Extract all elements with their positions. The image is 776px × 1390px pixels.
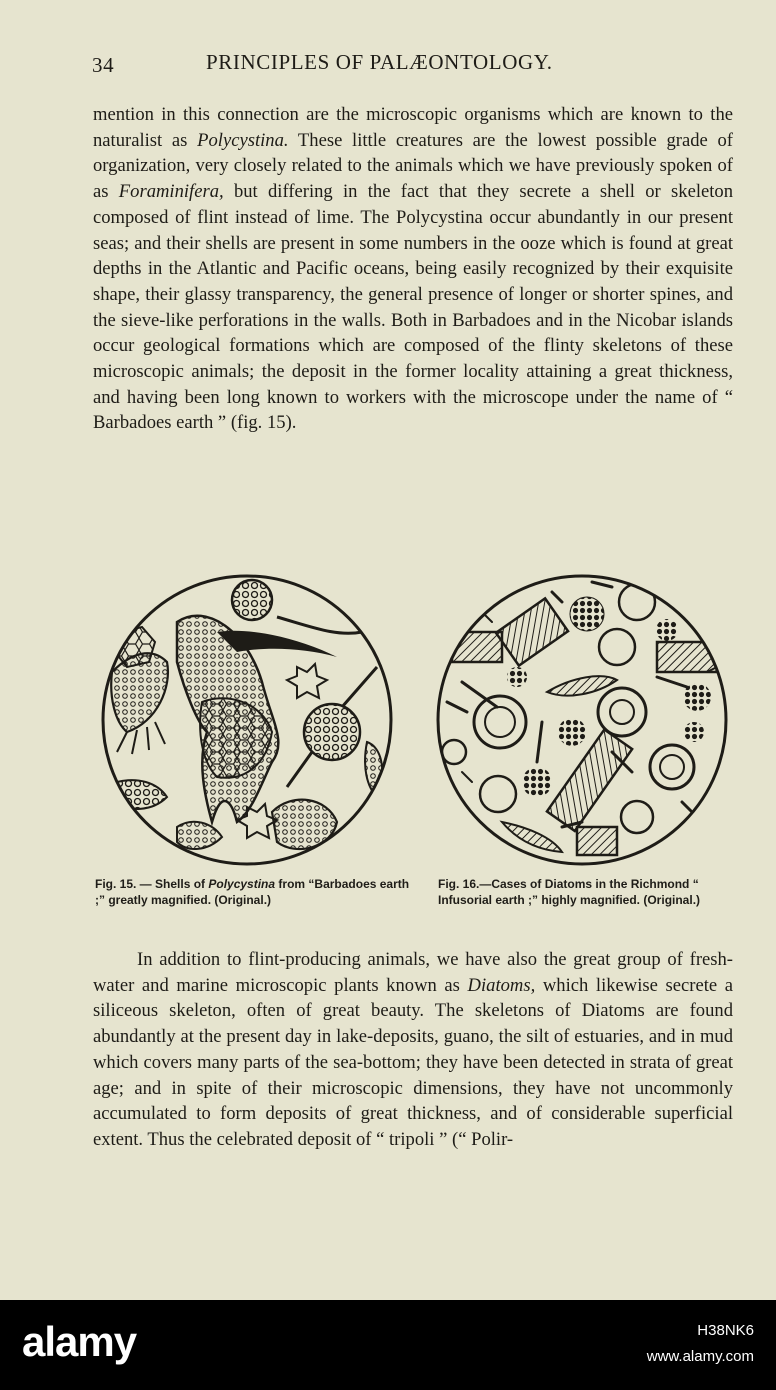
para2-text-2: which likewise secrete a siliceous skeleton, often of great beauty. The skeletons of Diatoms are found abundantly at the present day in lake-deposits, guano, the silt of estuaries, and in mud which covers many parts of the sea-bottom; they have been detected in strata of great age; and in spite of their microscopic dimensions, they have not uncommonly accumulated to form deposits of great thickness, and of considerable superficial extent. Thus the celebrated deposit of “ tripoli ” (“ Polir- (93, 974, 733, 1150)
para1-text-3: but differing in the fact that they secrete a shell or skeleton composed of flint instead of lime. The Polycystina occur abundantly in our present seas; and their shells are present in some numbers in the ooze which is found at great depths in the Atlantic and Pacific oceans, being easily recognized by their exquisite shape, their glassy transparency, the general presence of longer or shorter spines, and the sieve-like perforations in the walls. Both in Barbadoes and in the Nicobar islands occur geological formations which are composed of the flinty skeletons of these microscopic animals; the deposit in the former locality attaining a great thickness, and having been long known to workers with the microscope under the name of “ Barbadoes earth ” (fig. 15). (93, 181, 734, 434)
fig15-caption-lead: Fig. 15. — Shells of (95, 877, 209, 891)
running-title: PRINCIPLES OF PALÆONTOLOGY. (206, 50, 553, 74)
para1-text-2: These little creatures are the lowest possible grade of organization, very closely related to the animals which we have previously spoken of as (93, 129, 733, 203)
paragraph-diatoms (93, 947, 733, 1153)
para1-italic-polycystina: Polycystina. (197, 129, 289, 151)
para2-text-1: In addition to flint-producing animals, we have also the great group of fresh-water and marine microscopic plants known as (93, 949, 733, 996)
stock-watermark-banner (0, 1300, 776, 1390)
page-number: 34 (92, 53, 115, 77)
para2-italic-diatoms: Diatoms, (467, 974, 536, 996)
running-header (92, 50, 732, 80)
fig15-caption-taxon: Polycystina (208, 877, 276, 891)
figure-15-caption (95, 876, 417, 908)
site-url: www.alamy.com (646, 1348, 754, 1365)
para1-text-1: mention in this connection are the microscopic organisms which are known to the naturalist as (93, 104, 733, 151)
para1-italic-foraminifera: Foraminifera, (118, 181, 224, 203)
image-id: H38NK6 (697, 1322, 754, 1339)
figure-15-polycystina-illustration (97, 572, 397, 868)
figure-16-diatoms-illustration (432, 572, 732, 868)
alamy-logo: alamy (22, 1318, 137, 1365)
figure-16-caption: Fig. 16.—Cases of Diatoms in the Richmond “ Infusorial earth ;” highly magnified. (Original.) (438, 877, 701, 907)
fig15-caption-rest: from “Barbadoes earth ;” greatly magnified. (Original.) (95, 877, 410, 907)
paragraph-polycystina (93, 102, 733, 436)
